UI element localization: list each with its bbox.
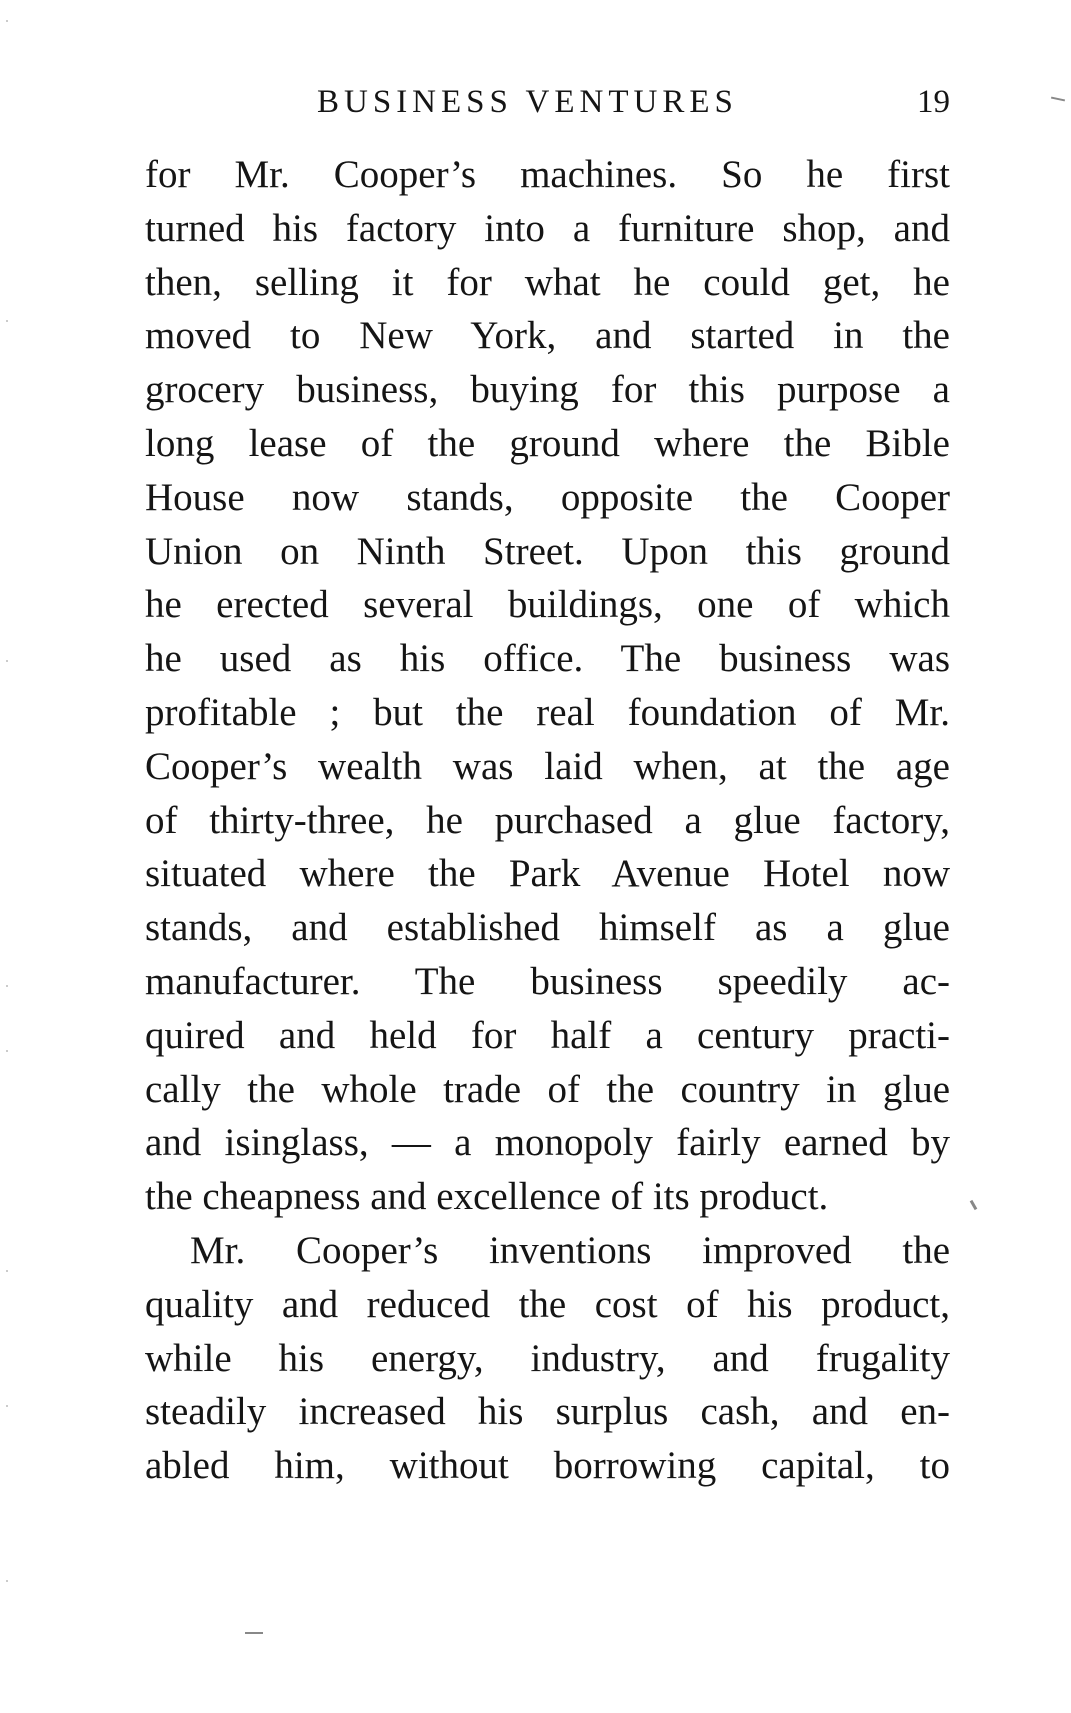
paragraph-end-line: the cheapness and excellence of its product.	[145, 1175, 829, 1219]
text-line: for Mr. Cooper’s machines. So he first	[145, 153, 950, 196]
text-line: moved to New York, and started in the	[145, 314, 950, 358]
margin-speck	[6, 1050, 8, 1052]
margin-speck	[6, 1405, 8, 1407]
body-text	[145, 148, 950, 1493]
text-line: long lease of the ground where the Bible	[145, 421, 950, 465]
text-line: cally the whole trade of the country in glue	[145, 1067, 950, 1111]
text-line: quired and held for half a century practi-	[145, 1013, 950, 1057]
text-line: of thirty-three, he purchased a glue factory,	[145, 798, 950, 842]
running-head-title: BUSINESS VENTURES	[317, 84, 738, 120]
text-line: quality and reduced the cost of his product,	[145, 1282, 950, 1326]
text-line: Cooper’s wealth was laid when, at the age	[145, 744, 950, 788]
margin-speck	[6, 660, 8, 662]
text-line: then, selling it for what he could get, he	[145, 260, 950, 304]
text-line: abled him, without borrowing capital, to	[145, 1444, 950, 1488]
text-line: manufacturer. The business speedily ac-	[145, 959, 950, 1003]
text-line: House now stands, opposite the Cooper	[145, 475, 950, 519]
paragraph-start-line: Mr. Cooper’s inventions improved the	[190, 1228, 950, 1272]
margin-speck	[6, 1270, 8, 1272]
margin-mark	[1051, 97, 1065, 102]
margin-speck	[6, 1580, 8, 1582]
page-number: 19	[917, 84, 950, 120]
text-line: situated where the Park Avenue Hotel now	[145, 852, 950, 896]
text-line: Union on Ninth Street. Upon this ground	[145, 529, 950, 573]
text-line: turned his factory into a furniture shop, and	[145, 206, 950, 250]
text-line: while his energy, industry, and frugality	[145, 1336, 950, 1380]
margin-mark	[970, 1200, 978, 1210]
margin-speck	[6, 20, 8, 22]
text-line: he used as his office. The business was	[145, 637, 950, 681]
running-head	[145, 80, 950, 130]
text-line: and isinglass, — a monopoly fairly earned by	[145, 1121, 950, 1165]
text-line: he erected several buildings, one of which	[145, 583, 950, 627]
text-line: steadily increased his surplus cash, and en-	[145, 1390, 950, 1434]
text-line: grocery business, buying for this purpose a	[145, 368, 950, 412]
margin-mark	[245, 1632, 263, 1634]
text-line: profitable ; but the real foundation of Mr.	[145, 690, 950, 734]
text-line: stands, and established himself as a glue	[145, 906, 950, 950]
margin-speck	[6, 320, 8, 322]
margin-speck	[6, 985, 8, 987]
